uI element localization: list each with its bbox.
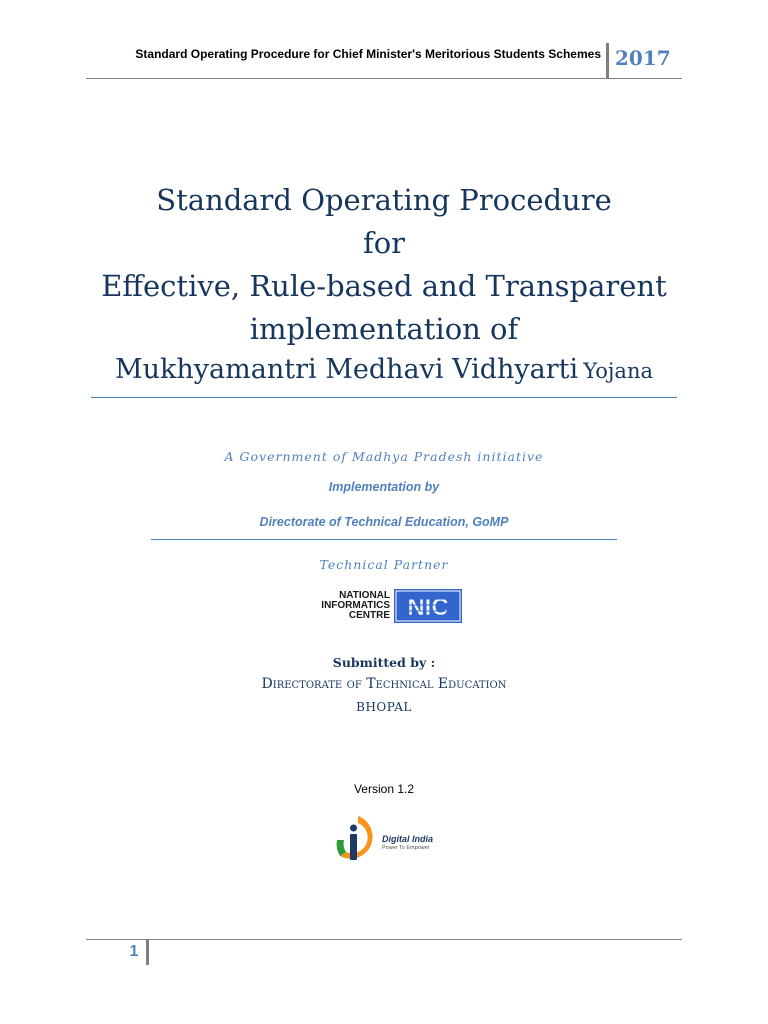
- scheme-name: Mukhyamantri Medhavi Vidhyarti: [115, 354, 579, 385]
- section-rule: [151, 539, 617, 540]
- nic-line-1: NATIONAL: [339, 590, 390, 601]
- nic-line-2: INFORMATICS: [321, 600, 390, 611]
- running-header-title: Standard Operating Procedure for Chief Minister's Meritorious Students Schemes: [135, 47, 601, 61]
- digital-india-tagline: Power To Empower: [382, 845, 430, 851]
- page-number: 1: [129, 943, 139, 960]
- title-rule: [91, 397, 677, 398]
- title-line-5: [60, 356, 708, 383]
- submitting-city: BHOPAL: [356, 700, 412, 714]
- submitted-by-label: Submitted by :: [332, 655, 436, 670]
- digital-india-name: Digital India: [382, 834, 434, 844]
- initiative-tagline: A Government of Madhya Pradesh initiative: [224, 449, 544, 464]
- document-version: Version 1.2: [353, 782, 415, 796]
- partner-label: Technical Partner: [319, 557, 449, 572]
- nic-logo-text: [306, 591, 390, 621]
- digital-india-logo: [334, 812, 436, 866]
- nic-badge-text: NIC: [407, 594, 449, 621]
- implementer-name: Directorate of Technical Education, GoMP: [259, 515, 509, 529]
- nic-logo: [306, 589, 464, 625]
- header-year: 2017: [615, 46, 671, 70]
- scheme-name-tail: Yojana: [583, 359, 653, 383]
- title-line-1: Standard Operating Procedure: [156, 183, 612, 217]
- nic-badge-icon: [394, 589, 462, 623]
- title-line-2: for: [362, 226, 406, 260]
- implementation-label: Implementation by: [328, 480, 440, 494]
- footer-divider: [146, 939, 149, 965]
- header-rule: [86, 78, 682, 79]
- submitting-organisation: Directorate of Technical Education: [261, 676, 507, 692]
- title-line-3: Effective, Rule-based and Transparent: [101, 269, 667, 303]
- digital-india-emblem-icon: [334, 812, 382, 866]
- title-line-4: implementation of: [249, 312, 519, 346]
- footer-rule: [86, 939, 682, 940]
- nic-line-3: CENTRE: [348, 610, 390, 621]
- header-divider: [606, 43, 609, 79]
